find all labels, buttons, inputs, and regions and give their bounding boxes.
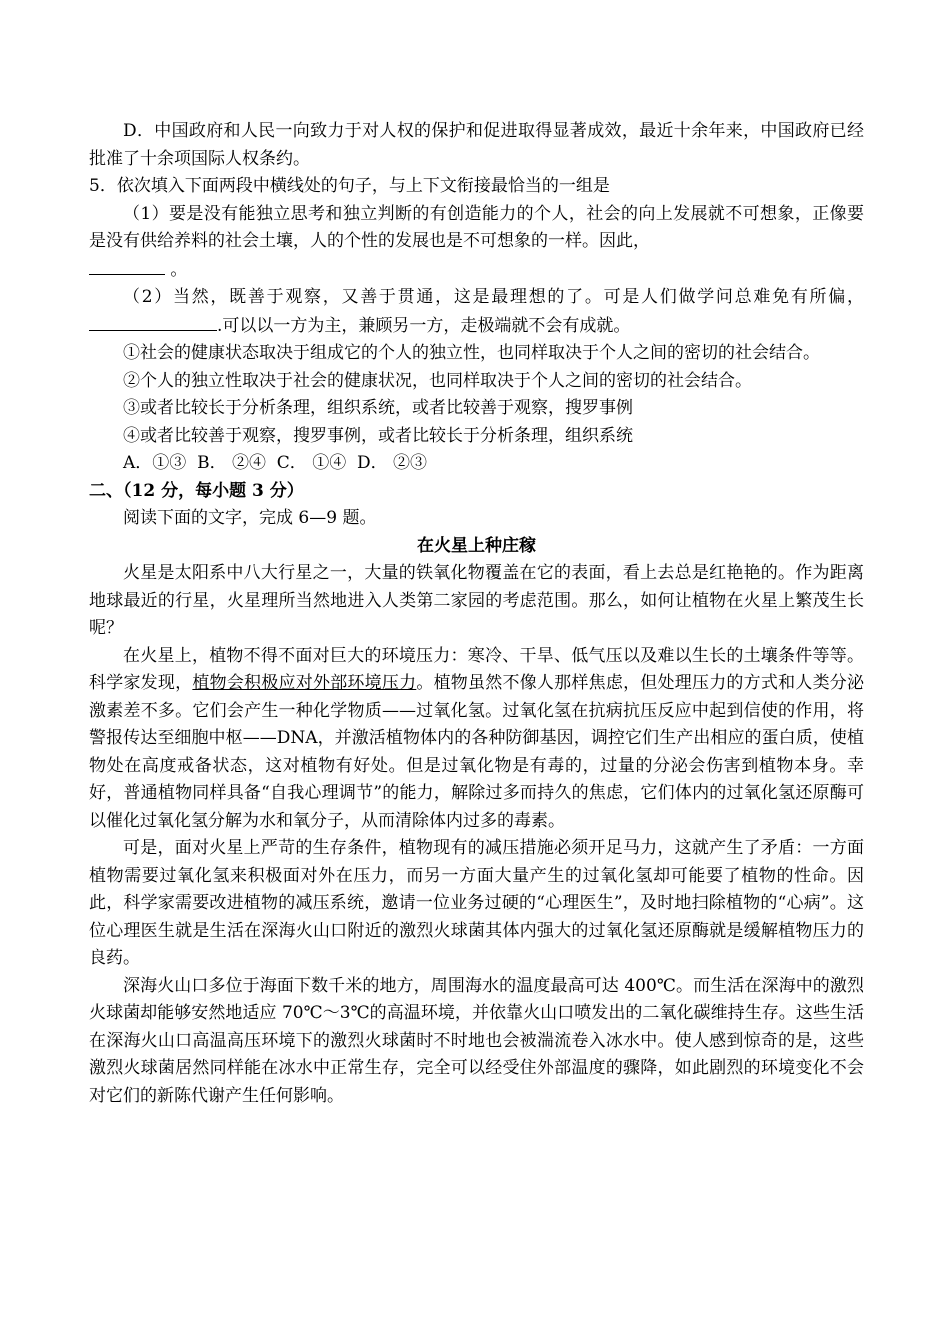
article-paragraph-2 bbox=[89, 643, 864, 836]
q5-paragraph-1-text: （1）要是没有能独立思考和独立判断的有创造能力的个人，社会的向上发展就不可想象，正像要是没有供给养料的社会土壤，人的个性的发展也是不可想象的一样。因此， bbox=[89, 203, 864, 251]
q4-option-d: D．中国政府和人民一向致力于对人权的保护和促进取得显著成效，最近十余年来，中国政府已经批准了十余项国际人权条约。 bbox=[89, 121, 864, 169]
article-paragraph-4: 深海火山口多位于海面下数千米的地方，周围海水的温度最高可达 400℃。而生活在深海中的激烈火球菌却能够安然地适应 70℃～3℃的高温环境，并依靠火山口喷发出的二氧化碳维持生存。这些生活在深海火山口高温高压环境下的激烈火球菌时不时地也会被湍流卷入冰水中。使人感到惊奇的是，这些激烈火球菌居然同样能在冰水中正常生存，完全可以经受住外部温度的骤降，如此剧烈的环境变化不会对它们的新陈代谢产生任何影响。 bbox=[89, 975, 864, 1106]
underlined-phrase: 植物会积极应对外部环境压力 bbox=[192, 673, 417, 693]
q5-stem: 5．依次填入下面两段中横线处的句子，与上下文衔接最恰当的一组是 bbox=[89, 176, 610, 196]
section-2-instruction: 阅读下面的文字，完成 6—9 题。 bbox=[123, 508, 377, 528]
section-2-heading: 二、（12 分，每小题 3 分） bbox=[89, 480, 304, 501]
q5-choices: A．①③ B． ②④ C． ①④ D． ②③ bbox=[123, 453, 428, 473]
q5-item-4: ④或者比较善于观察，搜罗事例，或者比较长于分析条理，组织系统 bbox=[123, 425, 633, 446]
answer-blank-2 bbox=[89, 312, 217, 331]
q5-item-1: ①社会的健康状态取决于组成它的个人的独立性，也同样取决于个人之间的密切的社会结合。 bbox=[123, 343, 820, 363]
answer-blank-1 bbox=[89, 256, 165, 275]
document-page bbox=[89, 118, 864, 1110]
q5-paragraph-2-text-b: .可以以一方为主，兼顾另一方，走极端就不会有成就。 bbox=[217, 315, 631, 336]
q5-paragraph-2 bbox=[89, 284, 864, 340]
q5-paragraph-2-text-a: （2）当然，既善于观察，又善于贯通，这是最理想的了。可是人们做学问总难免有所偏， bbox=[123, 287, 864, 307]
article-paragraph-1: 火星是太阳系中八大行星之一，大量的铁氧化物覆盖在它的表面，看上去总是红艳艳的。作为距离地球最近的行星，火星理所当然地进入人类第二家园的考虑范围。那么，如何让植物在火星上繁茂生长呢？ bbox=[89, 563, 864, 638]
q5-paragraph-1 bbox=[89, 201, 864, 285]
q5-item-3: ③或者比较长于分析条理，组织系统，或者比较善于观察，搜罗事例 bbox=[123, 398, 633, 418]
article-paragraph-2-text-b: 。植物虽然不像人那样焦虑，但处理压力的方式和人类分泌激素差不多。它们会产生一种化学物质——过氧化氢。过氧化氢在抗病抗压反应中起到信使的作用，将警报传达至细胞中枢——DNA，并激活植物体内的各种防御基因，调控它们生产出相应的蛋白质，使植物处在高度戒备状态，这对植物有好处。但是过氧化物是有毒的，过量的分泌会伤害到植物本身。幸好，普通植物同样具备“自我心理调节”的能力，解除过多而持久的焦虑，它们体内的过氧化氢还原酶可以催化过氧化氢分解为水和氧分子，从而清除体内过多的毒素。 bbox=[89, 673, 865, 831]
article-paragraph-3: 可是，面对火星上严苛的生存条件，植物现有的减压措施必须开足马力，这就产生了矛盾：一方面植物需要过氧化氢来积极面对外在压力，而另一方面大量产生的过氧化氢却可能要了植物的性命。因此，科学家需要改进植物的减压系统，邀请一位业务过硬的“心理医生”，及时地扫除植物的“心病”。这位心理医生就是生活在深海火山口附近的激烈火球菌其体内强大的过氧化氢还原酶就是缓解植物压力的良药。 bbox=[89, 838, 864, 968]
article-title: 在火星上种庄稼 bbox=[417, 535, 536, 556]
q5-item-2: ②个人的独立性取决于社会的健康状况，也同样取决于个人之间的密切的社会结合。 bbox=[123, 370, 752, 391]
article-paragraph-2-text-a: 在火星上，植物不得不面对巨大的环境压力：寒冷、干旱、低气压以及难以生长的土壤条件等等。科学家发现， bbox=[89, 645, 864, 693]
q5-paragraph-1-end: 。 bbox=[170, 259, 188, 280]
